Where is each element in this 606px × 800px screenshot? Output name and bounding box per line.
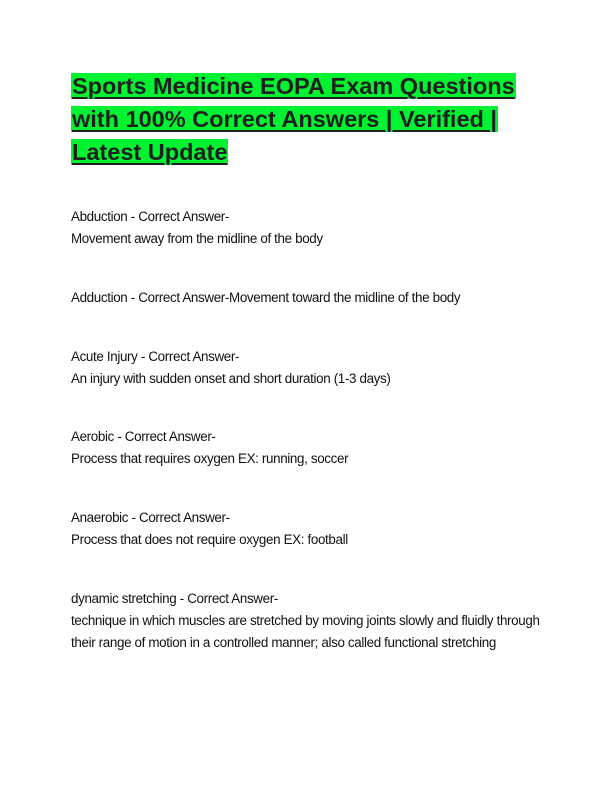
qa-answer: Movement away from the midline of the body bbox=[71, 231, 323, 246]
qa-answer: Movement toward the midline of the body bbox=[229, 290, 461, 305]
qa-entry-anaerobic bbox=[71, 507, 541, 551]
qa-term: Acute Injury bbox=[71, 349, 138, 364]
qa-answer: An injury with sudden onset and short duration (1-3 days) bbox=[71, 371, 391, 386]
title-highlight: Sports Medicine EOPA Exam Questions with 100% Correct Answers | Verified | Latest Update bbox=[72, 73, 515, 165]
qa-term: Adduction bbox=[71, 290, 128, 305]
qa-term: Anaerobic bbox=[71, 510, 129, 525]
qa-entry-aerobic bbox=[71, 426, 541, 470]
qa-entry-abduction bbox=[71, 206, 541, 250]
qa-separator: - Correct Answer- bbox=[176, 591, 278, 606]
qa-term: Aerobic bbox=[71, 429, 114, 444]
qa-entry-adduction bbox=[71, 287, 541, 309]
document-title bbox=[71, 70, 541, 169]
qa-term: dynamic stretching bbox=[71, 591, 177, 606]
qa-separator: - Correct Answer- bbox=[113, 429, 216, 444]
qa-answer: Process that requires oxygen EX: running, soccer bbox=[71, 451, 349, 466]
qa-entry-dynamic-stretching bbox=[71, 588, 541, 654]
qa-list bbox=[71, 206, 541, 654]
qa-separator: - Correct Answer- bbox=[127, 290, 230, 305]
qa-entry-acute-injury bbox=[71, 346, 541, 390]
qa-separator: - Correct Answer- bbox=[128, 510, 230, 525]
qa-answer: Process that does not require oxygen EX: football bbox=[71, 532, 348, 547]
qa-separator: - Correct Answer- bbox=[127, 209, 230, 224]
qa-separator: - Correct Answer- bbox=[137, 349, 240, 364]
qa-answer: technique in which muscles are stretched by moving joints slowly and fluidly through their range of motion in a controlled manner; also called functional stretching bbox=[71, 613, 540, 650]
qa-term: Abduction bbox=[71, 209, 128, 224]
